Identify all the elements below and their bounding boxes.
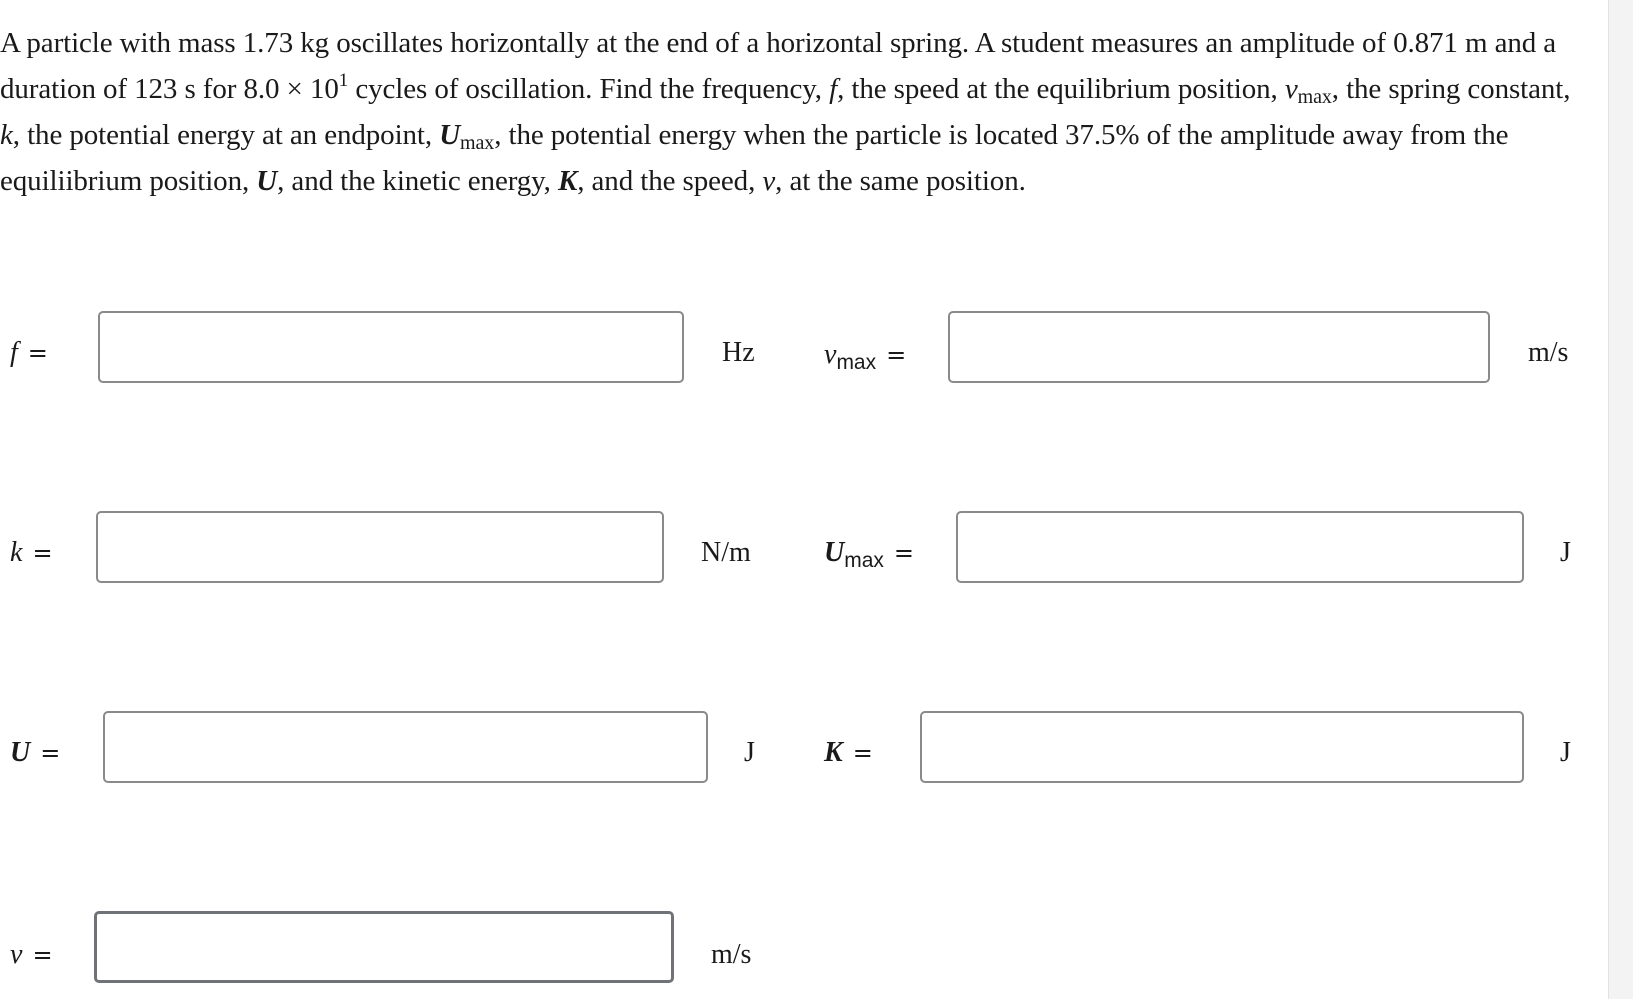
unit-hz: Hz (722, 337, 755, 368)
unit-j: J (744, 737, 755, 768)
equals-sign: = (893, 539, 915, 567)
spring-constant-input[interactable] (96, 511, 664, 583)
var-symbol: k (10, 537, 23, 568)
problem-statement (0, 20, 1590, 204)
potential-energy-input[interactable] (103, 711, 708, 783)
var-U: U (256, 165, 278, 197)
var-symbol: U (10, 737, 31, 768)
label-k (10, 536, 53, 570)
speed-input[interactable] (94, 911, 674, 983)
label-k-kinetic (824, 736, 873, 770)
var-symbol: v (824, 339, 837, 370)
exponent: 1 (338, 70, 349, 91)
label-v (10, 938, 53, 972)
var-symbol: K (824, 737, 843, 768)
problem-text-part: , the spring constant, (1331, 73, 1571, 105)
equals-sign: = (852, 739, 873, 767)
problem-text-part: , at the same position. (775, 165, 1026, 197)
var-v: v (762, 165, 776, 197)
problem-text-part: , the potential energy when the particle is located 37.5% of the amplitude away from the equiliibrium position, (0, 119, 1509, 197)
equals-sign: = (32, 539, 53, 567)
var-f: f (829, 73, 838, 105)
label-umax (824, 536, 914, 578)
subscript-max: max (844, 549, 884, 572)
unit-j: J (1560, 737, 1571, 768)
equals-sign: = (40, 739, 61, 767)
var-K: K (557, 165, 578, 197)
var-symbol: v (10, 939, 23, 970)
var-symbol: f (10, 337, 18, 368)
label-f (10, 336, 48, 370)
kinetic-energy-input[interactable] (920, 711, 1524, 783)
subscript-max: max (460, 132, 495, 154)
label-vmax (824, 338, 906, 380)
problem-text-part: , and the kinetic energy, (277, 165, 558, 197)
subscript-max: max (836, 351, 877, 374)
unit-ms: m/s (711, 939, 752, 970)
equals-sign: = (886, 341, 907, 369)
unit-ms: m/s (1528, 337, 1569, 368)
var-U: U (439, 119, 461, 151)
problem-text-part: , the speed at the equilibrium position, (837, 73, 1285, 105)
vmax-input[interactable] (948, 311, 1490, 383)
scrollbar-track[interactable] (1608, 0, 1633, 999)
frequency-input[interactable] (98, 311, 684, 383)
equals-sign: = (27, 339, 48, 367)
var-k: k (0, 119, 13, 151)
umax-input[interactable] (956, 511, 1524, 583)
unit-j: J (1560, 537, 1571, 568)
problem-text-part: , the potential energy at an endpoint, (12, 119, 440, 151)
unit-nm: N/m (701, 537, 751, 568)
problem-text-part: A particle with mass 1.73 kg oscillates horizontally at the end of a horizontal spring. A student measures an amplitude of 0.871 m and a duration of 123 s for 8.0 × 10 (0, 27, 1557, 105)
subscript-max: max (1297, 86, 1332, 108)
label-u (10, 736, 60, 770)
problem-text-part: cycles of oscillation. Find the frequency, (348, 73, 830, 105)
equals-sign: = (32, 941, 53, 969)
problem-text-part: , and the speed, (577, 165, 763, 197)
var-v: v (1284, 73, 1298, 105)
var-symbol: U (824, 537, 845, 568)
